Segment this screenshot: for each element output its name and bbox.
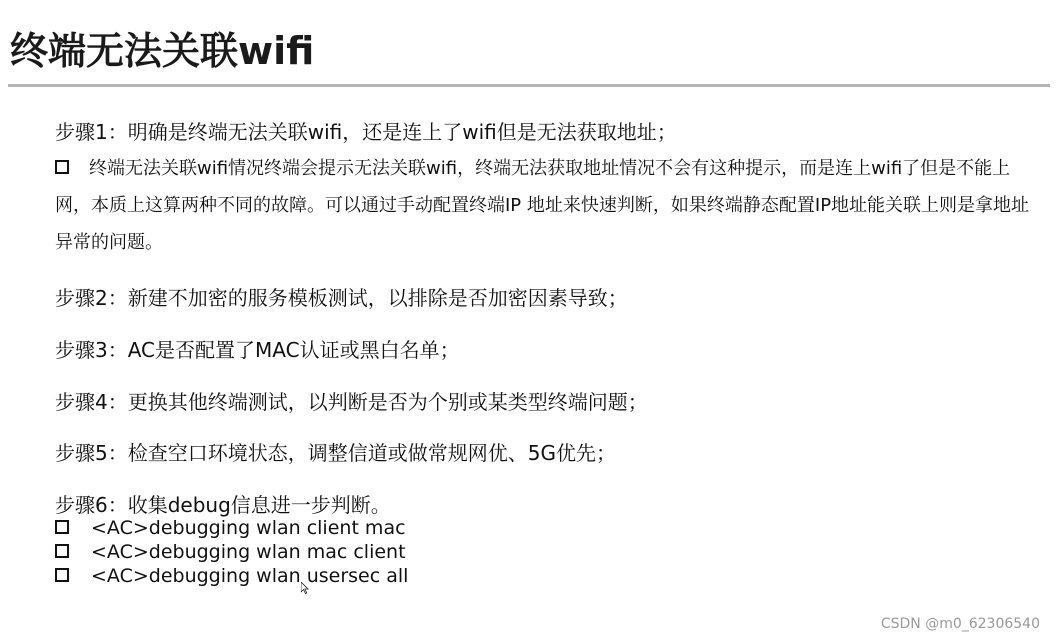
step-4: 步骤4：更换其他终端测试，以判断是否为个别或某类型终端问题； (55, 390, 648, 414)
watermark: CSDN @m0_62306540 (880, 616, 1040, 632)
command-item (55, 517, 406, 539)
step-6: 步骤6：收集debug信息进一步判断。 (55, 493, 391, 517)
command-text: <AC>debugging wlan client mac (91, 517, 406, 539)
step-2: 步骤2：新建不加密的服务模板测试，以排除是否加密因素导致； (55, 286, 628, 310)
command-text: <AC>debugging wlan usersec all (91, 565, 409, 587)
command-item (55, 565, 408, 587)
square-bullet-icon (55, 160, 69, 174)
command-text: <AC>debugging wlan mac client (91, 541, 406, 563)
slide-title: 终端无法关联wifi (10, 29, 315, 73)
step-1: 步骤1：明确是终端无法关联wifi，还是连上了wifi但是无法获取地址； (55, 120, 677, 144)
title-divider (8, 84, 1050, 87)
step-5: 步骤5：检查空口环境状态，调整信道或做常规网优、5G优先； (55, 441, 616, 465)
square-bullet-icon (55, 568, 69, 582)
square-bullet-icon (55, 520, 69, 534)
step-1-note (55, 150, 1035, 261)
square-bullet-icon (55, 544, 69, 558)
mouse-pointer-icon (301, 582, 309, 594)
step-1-note-text: 终端无法关联wifi情况终端会提示无法关联wifi，终端无法获取地址情况不会有这种提示，而是连上wifi了但是不能上网，本质上这算两种不同的故障。可以通过手动配置终端IP 地址来快速判断，如果终端静态配置IP地址能关联上则是拿地址异常的问题。 (55, 158, 1030, 253)
step-3: 步骤3：AC是否配置了MAC认证或黑白名单； (55, 338, 460, 362)
command-item (55, 541, 406, 563)
